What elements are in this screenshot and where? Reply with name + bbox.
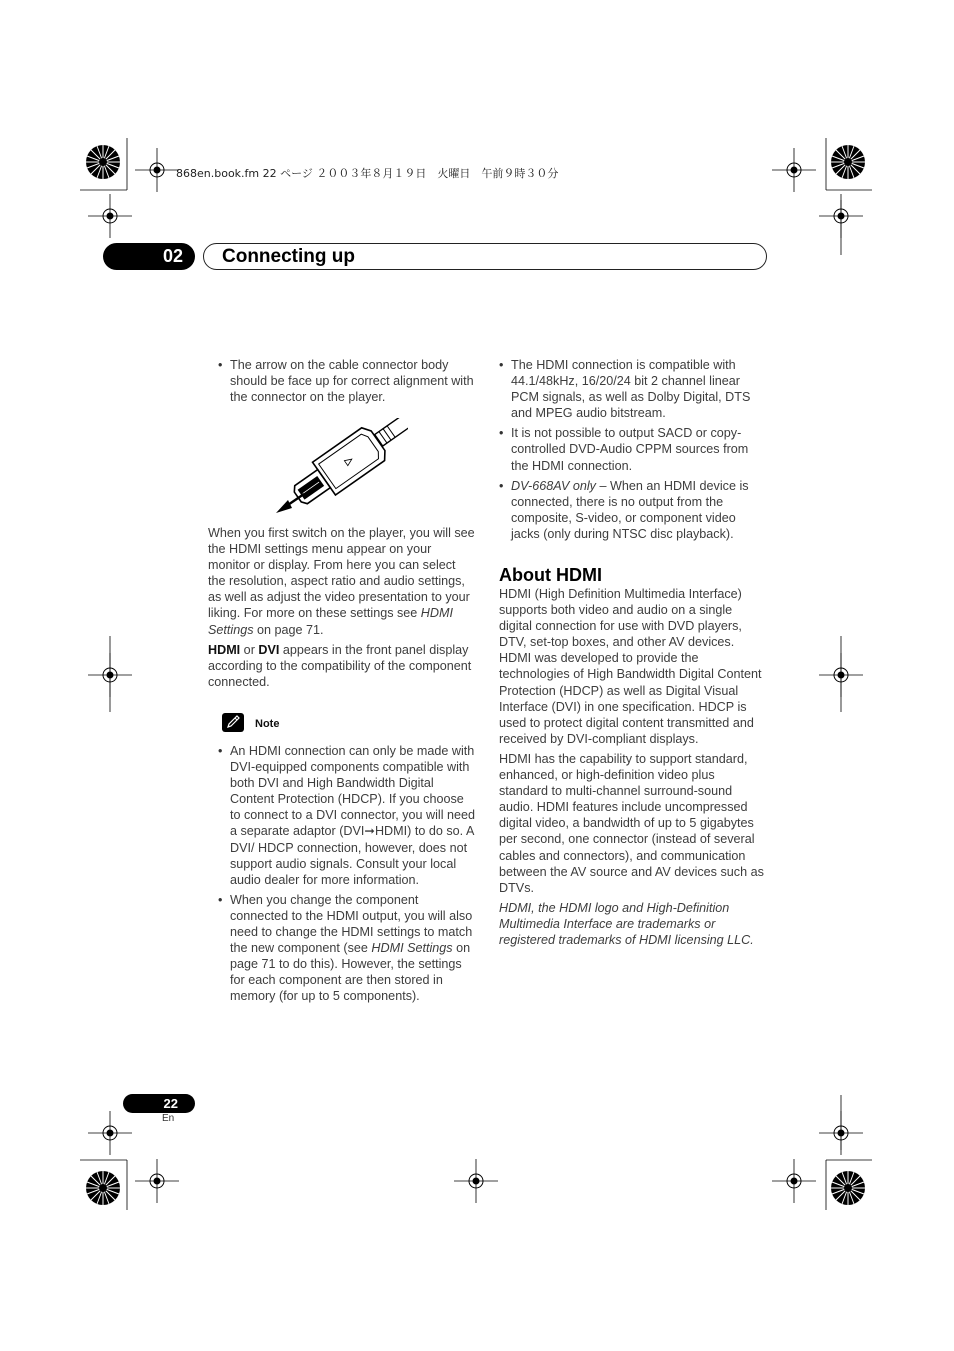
paragraph-text: appears in the front panel display according to the compatibility of the component connected. [208,642,472,689]
list-item: • The arrow on the cable connector body should be face up for correct alignment with the connector on the player. [208,357,476,405]
display-indicator-paragraph [208,642,476,690]
paragraph-text: – When an HDMI device is connected, there is no output from the composite, S-video, or component video jacks (only during NTSC disc playback). [511,478,749,541]
section-title: About HDMI [499,565,602,585]
hdmi-settings-paragraph [208,525,476,638]
registration-star-icon [86,1171,120,1205]
list-item [208,892,476,1005]
hdmi-term: HDMI [208,642,241,657]
cable-bullet-block [208,357,476,409]
hdmi-settings-reference: HDMI Settings [208,606,453,637]
chapter-title: Connecting up [203,243,767,270]
list-item: • An HDMI connection can only be made with DVI-equipped components compatible with both DVI and High Bandwidth Digital Content Protection (HDCP). If you choose to connect to a DVI connector, you will need a separate adaptor (DVI➞HDMI) to do so. A DVI/ HDCP connection, however, does not support audio signals. Consult your local audio dealer for more information. [208,743,476,888]
registration-star-icon [831,145,865,179]
note-bullets [208,743,476,1009]
registration-mark-icon [772,1159,816,1203]
trademark-notice: HDMI, the HDMI logo and High-Definition Multimedia Interface are trademarks or registered trademarks of HDMI licensing LLC. [499,900,754,947]
paragraph-text: on page 71. [253,622,324,637]
paragraph-text: When you change the component connected to the HDMI output, you will also need to change the HDMI settings to match the new component (see [230,892,473,956]
about-paragraph: HDMI (High Definition Multimedia Interface) supports both video and audio on a single digital connection for use with DVD players, DTV, set-top boxes, and other AV devices. HDMI was developed to provide the technologies of High Bandwidth Digital Content Protection (HDCP) as well as Digital Visual Interface (DVI) in one specification. HDCP is used to protect digital content transmitted and received by DVI-compliant displays. [499,587,762,746]
registration-star-icon [831,1171,865,1205]
list-item [489,478,767,542]
registration-mark-icon [454,1159,498,1203]
note-label: Note [255,718,280,730]
registration-mark-icon [135,148,179,192]
chapter-number: 02 [103,243,195,270]
page-number: 22 [123,1094,195,1113]
paragraph-text: or [240,642,259,657]
left-body [208,525,476,694]
print-header: 868en.book.fm 22 ページ ２００３年８月１９日 火曜日 午前９時３０分 [176,167,559,180]
page-language: En [162,1113,175,1124]
registration-mark-icon [88,194,132,238]
registration-star-icon [86,145,120,179]
registration-mark-icon [135,1159,179,1203]
hdmi-settings-reference: HDMI Settings [371,941,453,956]
hdmi-connector-illustration [276,418,408,516]
list-item: • The HDMI connection is compatible with 44.1/48kHz, 16/20/24 bit 2 channel linear PCM signals, as well as Dolby Digital, DTS and MPEG audio bitstream. [489,357,767,421]
about-hdmi-section [499,564,767,952]
about-paragraph: HDMI has the capability to support standard, enhanced, or high-definition video plus standard to multi-channel surround-sound audio. HDMI features include uncompressed digital video, a bandwidth of up to 5 gigabytes per second, one connector (instead of several cables and connectors), and communication between the AV source and AV devices such as DTVs. [499,751,764,895]
list-item: • It is not possible to output SACD or copy-controlled DVD-Audio CPPM sources from the HDMI connection. [489,425,767,473]
registration-mark-icon [88,1111,132,1155]
model-name: DV-668AV only [511,478,596,493]
paragraph-text: on page 71 to do this). However, the settings for each component are then stored in memory (for up to 5 components). [230,941,471,1004]
right-bullets [499,357,767,546]
paragraph-text: When you first switch on the player, you will see the HDMI settings menu appear on your monitor or display. From here you can select the resolution, aspect ratio and audio settings, as well as adjust the video presentation to your liking. For more on these settings see [208,526,475,621]
registration-mark-icon [772,148,816,192]
dvi-term: DVI [258,642,280,657]
pencil-note-icon [222,713,244,732]
